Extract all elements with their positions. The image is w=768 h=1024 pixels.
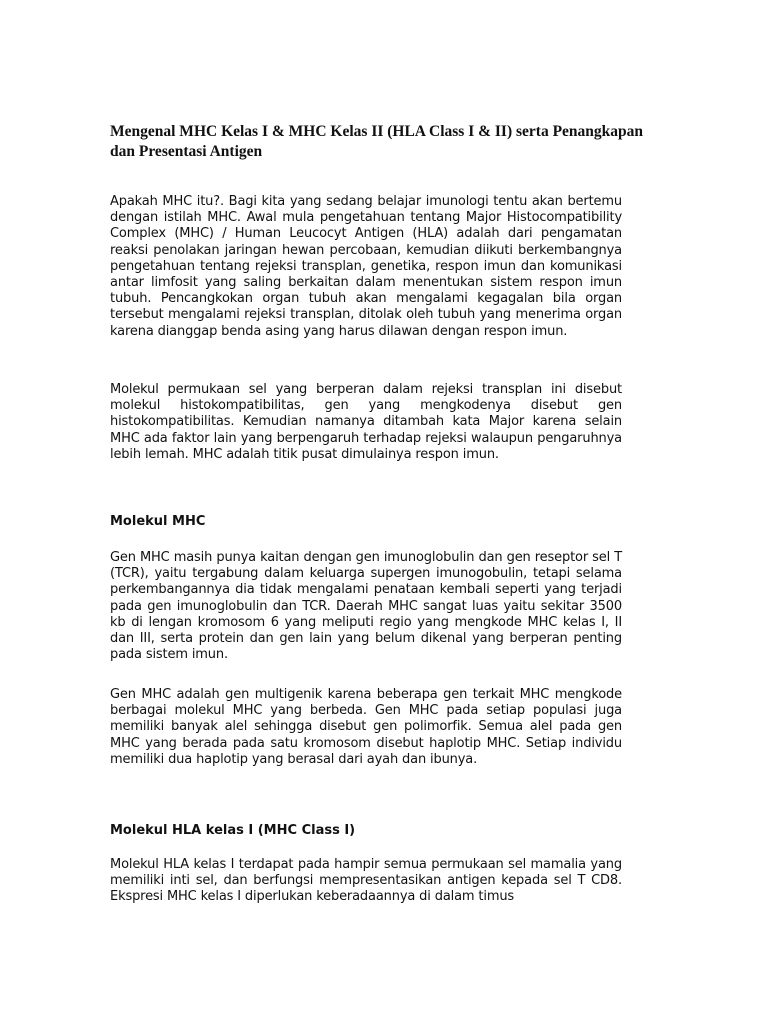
section-heading-hla-class-i: Molekul HLA kelas I (MHC Class I) bbox=[110, 823, 356, 838]
paragraph-histocompatibility: Molekul permukaan sel yang berperan dalam rejeksi transplan ini disebut molekul histokompatibilitas, gen yang mengkodenya disebut gen histokompatibilitas. Kemudian namanya ditambah kata Major karena selain MHC ada faktor lain yang berpengaruh terhadap rejeksi walaupun pengaruhnya lebih lemah. MHC adalah titik pusat dimulainya respon imun. bbox=[110, 382, 622, 462]
paragraph-hla-class-i: Molekul HLA kelas I terdapat pada hampir semua permukaan sel mamalia yang memiliki inti sel, dan berfungsi mempresentasikan antigen kepada sel T CD8. Ekspresi MHC kelas I diperlukan keberadaannya di dalam timus bbox=[110, 857, 622, 905]
paragraph-mhc-multigenic: Gen MHC adalah gen multigenik karena beberapa gen terkait MHC mengkode berbagai molekul MHC yang berbeda. Gen MHC pada setiap populasi juga memiliki banyak alel sehingga disebut gen polimorfik. Semua alel pada gen MHC yang berada pada satu kromosom disebut haplotip MHC. Setiap individu memiliki dua haplotip yang berasal dari ayah dan ibunya. bbox=[110, 687, 622, 767]
paragraph-mhc-genes: Gen MHC masih punya kaitan dengan gen imunoglobulin dan gen reseptor sel T (TCR), yaitu tergabung dalam keluarga supergen imunogobulin, tetapi selama perkembangannya dia tidak mengalami penataan kembali seperti yang terjadi pada gen imunoglobulin dan TCR. Daerah MHC sangat luas yaitu sekitar 3500 kb di lengan kromosom 6 yang meliputi regio yang mengkode MHC kelas I, II dan III, serta protein dan gen lain yang belum dikenal yang berperan penting pada sistem imun. bbox=[110, 550, 622, 663]
document-title: Mengenal MHC Kelas I & MHC Kelas II (HLA Class I & II) serta Penangkapan dan Presentasi Antigen bbox=[110, 123, 644, 160]
section-heading-molekul-mhc: Molekul MHC bbox=[110, 514, 206, 529]
paragraph-intro: Apakah MHC itu?. Bagi kita yang sedang belajar imunologi tentu akan bertemu dengan istilah MHC. Awal mula pengetahuan tentang Major Histocompatibility Complex (MHC) / Human Leucocyt Antigen (HLA) adalah dari pengamatan reaksi penolakan jaringan hewan percobaan, kemudian diikuti berkembangnya pengetahuan tentang rejeksi transplan, genetika, respon imun dan komunikasi antar limfosit yang saling berkaitan dalam menentukan sistem respon imun tubuh. Pencangkokan organ tubuh akan mengalami kegagalan bila organ tersebut mengalami rejeksi transplan, ditolak oleh tubuh yang menerima organ karena dianggap benda asing yang harus dilawan dengan respon imun. bbox=[110, 194, 622, 339]
